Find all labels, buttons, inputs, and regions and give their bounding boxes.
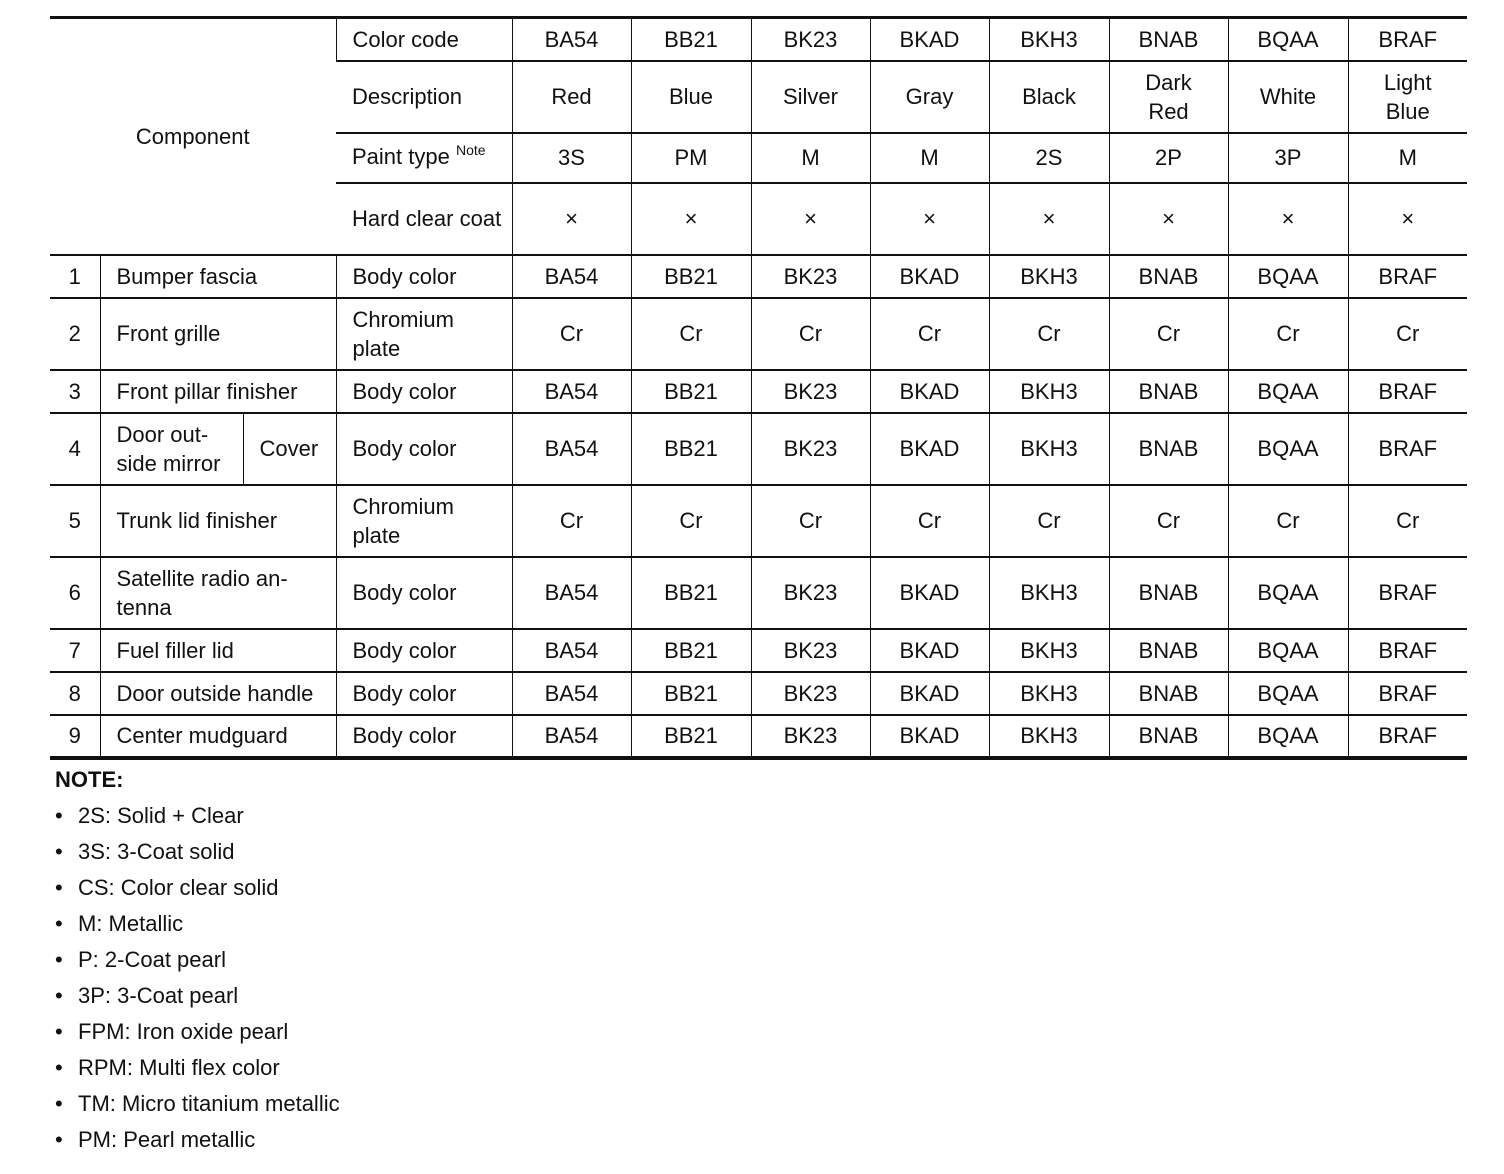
value-cell: BKH3	[989, 629, 1109, 672]
component-name: Door outside handle	[100, 672, 336, 715]
value-cell: BK23	[751, 629, 870, 672]
component-name: Satellite radio an-tenna	[100, 557, 336, 629]
description-cell: Black	[989, 61, 1109, 133]
value-cell: BQAA	[1228, 413, 1348, 485]
table-row	[50, 672, 1467, 715]
value-cell: BQAA	[1228, 629, 1348, 672]
hard-clear-cell: ×	[631, 183, 751, 255]
value-cell: BRAF	[1348, 715, 1467, 758]
bullet: •	[55, 803, 63, 828]
table-row	[50, 298, 1467, 370]
color-code-cell: BA54	[512, 18, 631, 61]
note-text: 3P: 3-Coat pearl	[78, 983, 239, 1008]
bullet: •	[55, 1055, 63, 1080]
hard-clear-cell: ×	[989, 183, 1109, 255]
value-cell: BA54	[512, 413, 631, 485]
row-number: 9	[50, 715, 100, 758]
color-code-cell: BK23	[751, 18, 870, 61]
row-number: 6	[50, 557, 100, 629]
component-name: Trunk lid finisher	[100, 485, 336, 557]
description-cell: Dark Red	[1109, 61, 1228, 133]
note-text: RPM: Multi flex color	[78, 1055, 280, 1080]
value-cell: BKAD	[870, 672, 989, 715]
value-cell: BB21	[631, 370, 751, 413]
notes-section	[55, 762, 340, 1158]
value-cell: BKH3	[989, 413, 1109, 485]
value-cell: Cr	[512, 298, 631, 370]
note-item	[55, 906, 340, 942]
value-cell: BRAF	[1348, 413, 1467, 485]
value-cell: BRAF	[1348, 672, 1467, 715]
value-cell: Cr	[751, 485, 870, 557]
value-cell: BB21	[631, 557, 751, 629]
finish-type: Body color	[336, 672, 512, 715]
value-cell: BKAD	[870, 629, 989, 672]
finish-type: Body color	[336, 715, 512, 758]
value-cell: BRAF	[1348, 557, 1467, 629]
value-cell: BB21	[631, 715, 751, 758]
note-text: PM: Pearl metallic	[78, 1127, 256, 1152]
bullet: •	[55, 875, 63, 900]
component-name: Front grille	[100, 298, 336, 370]
paint-type-cell: 2P	[1109, 133, 1228, 183]
value-cell: Cr	[751, 298, 870, 370]
color-code-cell: BQAA	[1228, 18, 1348, 61]
component-name: Center mudguard	[100, 715, 336, 758]
value-cell: BNAB	[1109, 557, 1228, 629]
description-cell: Light Blue	[1348, 61, 1467, 133]
value-cell: BQAA	[1228, 557, 1348, 629]
bullet: •	[55, 947, 63, 972]
paint-type-cell: M	[751, 133, 870, 183]
bullet: •	[55, 1019, 63, 1044]
value-cell: Cr	[512, 485, 631, 557]
paint-type-cell: 3P	[1228, 133, 1348, 183]
table-row	[50, 715, 1467, 758]
value-cell: BKAD	[870, 715, 989, 758]
value-cell: BNAB	[1109, 413, 1228, 485]
table-row	[50, 629, 1467, 672]
finish-type: Body color	[336, 370, 512, 413]
row-number: 4	[50, 413, 100, 485]
note-text: 3S: 3-Coat solid	[78, 839, 235, 864]
note-item	[55, 1050, 340, 1086]
note-item	[55, 1014, 340, 1050]
value-cell: Cr	[1109, 298, 1228, 370]
value-cell: BA54	[512, 255, 631, 298]
value-cell: Cr	[870, 298, 989, 370]
value-cell: BRAF	[1348, 255, 1467, 298]
notes-list	[55, 798, 340, 1158]
value-cell: BNAB	[1109, 255, 1228, 298]
finish-type: Body color	[336, 255, 512, 298]
row-number: 5	[50, 485, 100, 557]
value-cell: Cr	[870, 485, 989, 557]
row-number: 7	[50, 629, 100, 672]
value-cell: Cr	[989, 485, 1109, 557]
paint-type-cell: 3S	[512, 133, 631, 183]
paint-type-cell: PM	[631, 133, 751, 183]
value-cell: BKAD	[870, 255, 989, 298]
value-cell: Cr	[1228, 298, 1348, 370]
hard-clear-cell: ×	[1348, 183, 1467, 255]
row-number: 8	[50, 672, 100, 715]
component-header	[50, 18, 336, 255]
value-cell: BB21	[631, 413, 751, 485]
paint-type-note-mark: Note	[455, 141, 486, 158]
component-name: Door out-side mirror	[100, 413, 243, 485]
hard-clear-cell: ×	[1109, 183, 1228, 255]
finish-type: Chromium plate	[336, 485, 512, 557]
finish-type: Body color	[336, 413, 512, 485]
component-header-label: Component	[135, 123, 250, 149]
note-item	[55, 798, 340, 834]
value-cell: BK23	[751, 715, 870, 758]
bullet: •	[55, 1091, 63, 1116]
bullet: •	[55, 911, 63, 936]
value-cell: BRAF	[1348, 629, 1467, 672]
color-code-cell: BKH3	[989, 18, 1109, 61]
color-code-label: Color code	[336, 18, 512, 61]
value-cell: BQAA	[1228, 715, 1348, 758]
color-code-cell: BRAF	[1348, 18, 1467, 61]
table-row	[50, 413, 1467, 485]
value-cell: BKH3	[989, 715, 1109, 758]
hard-clear-label: Hard clear coat	[336, 183, 512, 255]
note-text: 2S: Solid + Clear	[78, 803, 244, 828]
value-cell: BNAB	[1109, 715, 1228, 758]
component-name: Front pillar finisher	[100, 370, 336, 413]
note-text: P: 2-Coat pearl	[78, 947, 226, 972]
value-cell: BA54	[512, 370, 631, 413]
color-code-row	[50, 18, 1467, 61]
table-row	[50, 255, 1467, 298]
value-cell: Cr	[631, 485, 751, 557]
value-cell: Cr	[631, 298, 751, 370]
color-code-cell: BKAD	[870, 18, 989, 61]
hard-clear-cell: ×	[751, 183, 870, 255]
notes-heading: NOTE:	[55, 767, 124, 792]
bullet: •	[55, 983, 63, 1008]
hard-clear-cell: ×	[1228, 183, 1348, 255]
note-item	[55, 978, 340, 1014]
description-cell: White	[1228, 61, 1348, 133]
row-number: 2	[50, 298, 100, 370]
component-name: Fuel filler lid	[100, 629, 336, 672]
hard-clear-cell: ×	[870, 183, 989, 255]
note-item	[55, 942, 340, 978]
value-cell: BB21	[631, 629, 751, 672]
description-cell: Gray	[870, 61, 989, 133]
value-cell: BRAF	[1348, 370, 1467, 413]
description-cell: Blue	[631, 61, 751, 133]
description-cell: Silver	[751, 61, 870, 133]
color-code-cell: BNAB	[1109, 18, 1228, 61]
value-cell: BA54	[512, 672, 631, 715]
table-row	[50, 557, 1467, 629]
finish-type: Chromium plate	[336, 298, 512, 370]
value-cell: BK23	[751, 413, 870, 485]
value-cell: BA54	[512, 557, 631, 629]
table-row	[50, 485, 1467, 557]
note-text: M: Metallic	[78, 911, 184, 936]
paint-type-cell: M	[870, 133, 989, 183]
value-cell: BK23	[751, 557, 870, 629]
paint-type-label-cell	[336, 133, 512, 183]
paint-color-table	[50, 16, 1467, 760]
note-text: CS: Color clear solid	[78, 875, 279, 900]
bullet: •	[55, 839, 63, 864]
paint-type-label: Paint type	[352, 143, 450, 169]
note-text: TM: Micro titanium metallic	[78, 1091, 340, 1116]
value-cell: BK23	[751, 672, 870, 715]
value-cell: BKH3	[989, 255, 1109, 298]
row-number: 3	[50, 370, 100, 413]
finish-type: Body color	[336, 629, 512, 672]
value-cell: BNAB	[1109, 629, 1228, 672]
value-cell: BKH3	[989, 557, 1109, 629]
value-cell: BB21	[631, 255, 751, 298]
bullet: •	[55, 1127, 63, 1152]
value-cell: Cr	[1348, 485, 1467, 557]
note-item	[55, 1086, 340, 1122]
paint-type-cell: M	[1348, 133, 1467, 183]
value-cell: BKH3	[989, 370, 1109, 413]
value-cell: BKH3	[989, 672, 1109, 715]
sub-component-name: Cover	[243, 413, 336, 485]
value-cell: Cr	[1228, 485, 1348, 557]
value-cell: BKAD	[870, 557, 989, 629]
value-cell: BK23	[751, 255, 870, 298]
description-cell: Red	[512, 61, 631, 133]
value-cell: BQAA	[1228, 255, 1348, 298]
hard-clear-cell: ×	[512, 183, 631, 255]
note-item	[55, 834, 340, 870]
value-cell: Cr	[1348, 298, 1467, 370]
note-item	[55, 1122, 340, 1158]
note-text: FPM: Iron oxide pearl	[78, 1019, 289, 1044]
description-label: Description	[336, 61, 512, 133]
table-row	[50, 370, 1467, 413]
value-cell: BKAD	[870, 370, 989, 413]
value-cell: Cr	[989, 298, 1109, 370]
value-cell: BNAB	[1109, 672, 1228, 715]
value-cell: BK23	[751, 370, 870, 413]
paint-type-cell: 2S	[989, 133, 1109, 183]
note-item	[55, 870, 340, 906]
value-cell: BB21	[631, 672, 751, 715]
color-code-cell: BB21	[631, 18, 751, 61]
value-cell: BNAB	[1109, 370, 1228, 413]
row-number: 1	[50, 255, 100, 298]
value-cell: BQAA	[1228, 370, 1348, 413]
component-name: Bumper fascia	[100, 255, 336, 298]
value-cell: Cr	[1109, 485, 1228, 557]
value-cell: BKAD	[870, 413, 989, 485]
finish-type: Body color	[336, 557, 512, 629]
value-cell: BA54	[512, 715, 631, 758]
value-cell: BA54	[512, 629, 631, 672]
value-cell: BQAA	[1228, 672, 1348, 715]
